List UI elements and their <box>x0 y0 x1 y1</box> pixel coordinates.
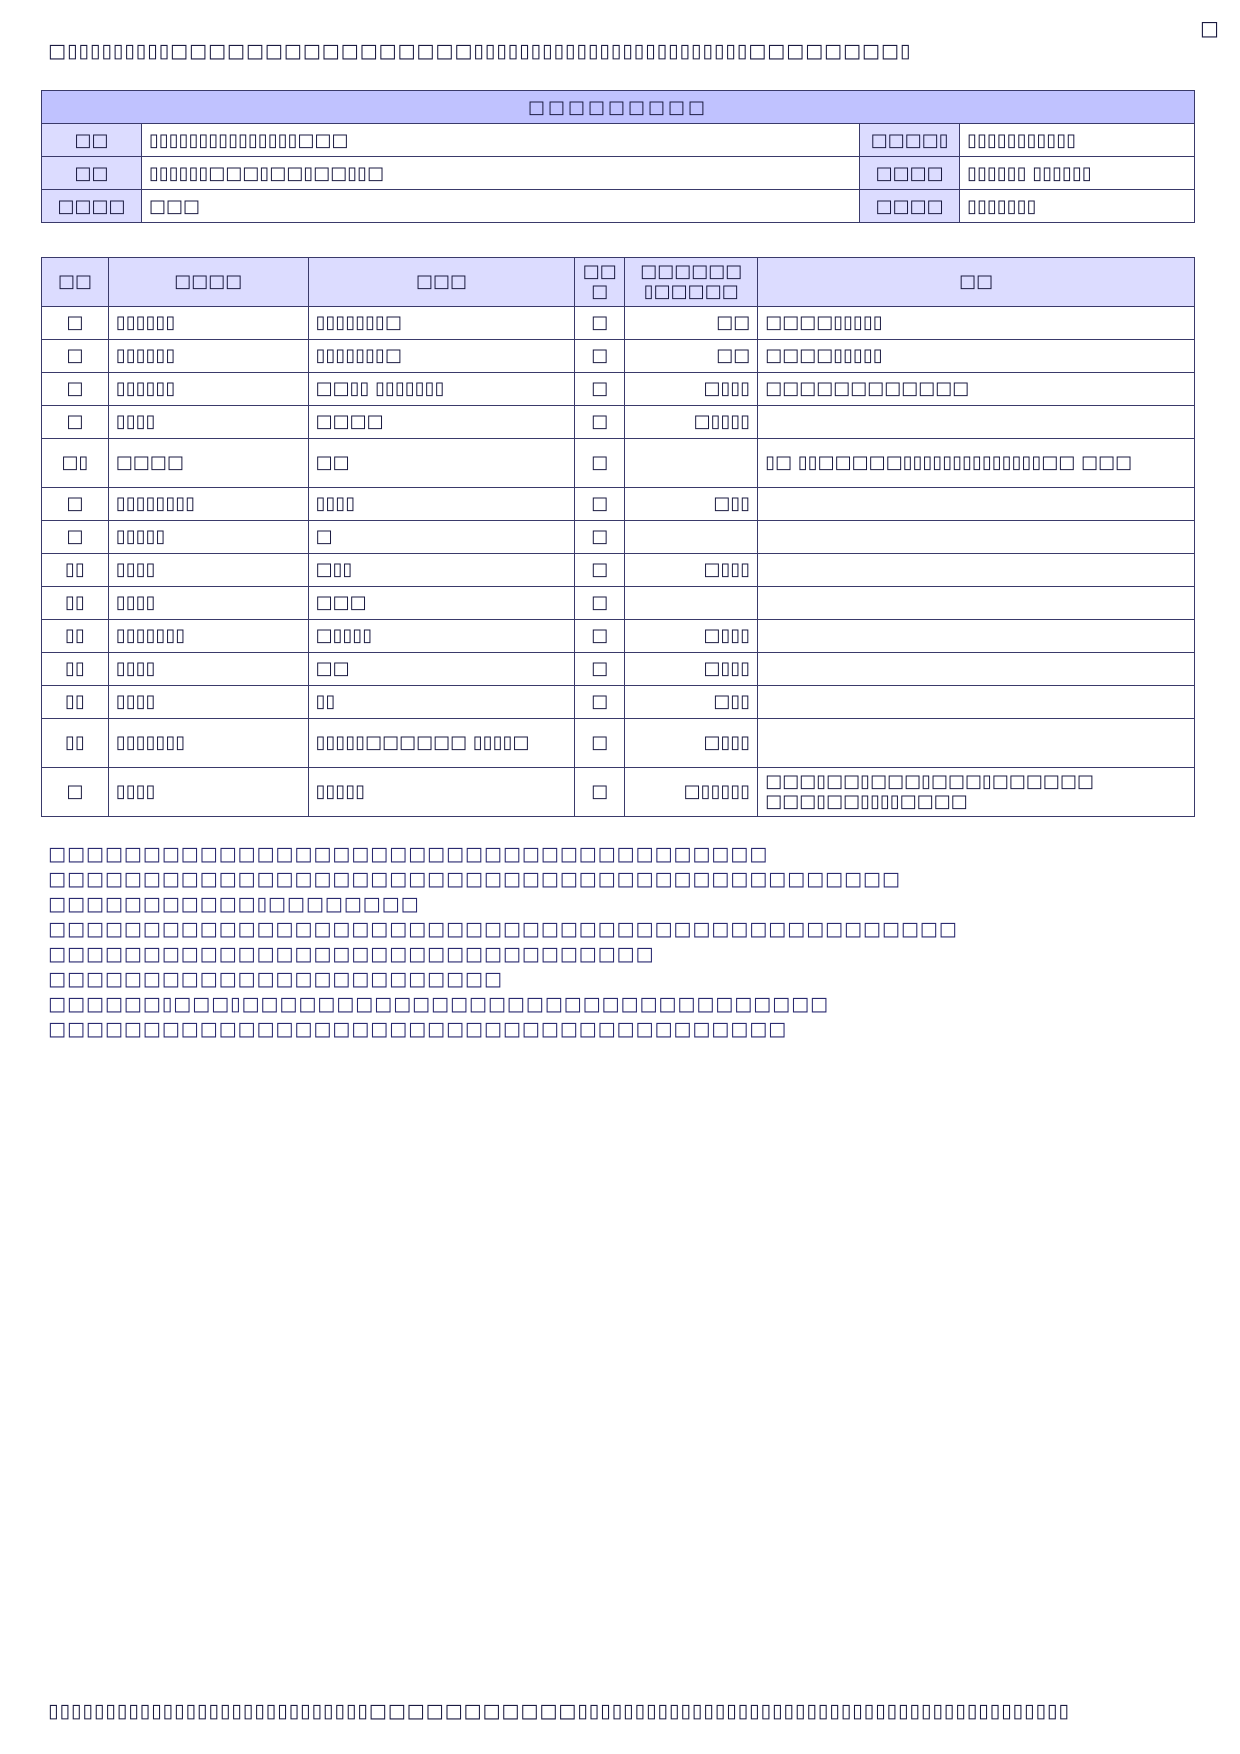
cell-no: □ <box>42 488 109 521</box>
cell-no: ▯▯ <box>42 686 109 719</box>
cell-unit: □ <box>575 587 625 620</box>
cell-note: □□□□□□□□□□□□ <box>758 373 1195 406</box>
info-value: ▯▯▯▯▯▯ ▯▯▯▯▯▯ <box>960 157 1195 190</box>
info-value: ▯▯▯▯▯▯□□□▯□□▯□□▯▯□ <box>141 157 859 190</box>
col-header-name: □□□ <box>308 258 575 307</box>
table-row <box>42 719 1195 768</box>
cell-note <box>758 406 1195 439</box>
info-table-title: □□□□□□□□□ <box>42 91 1195 124</box>
cell-code: ▯▯▯▯▯▯▯ <box>108 719 308 768</box>
note-line: □□□□□□□□□□□□□□□□□□□□□□□□□□□□□□□□□□□□□□□□□□□□□□□□ <box>48 918 958 940</box>
cell-code: ▯▯▯▯▯ <box>108 521 308 554</box>
cell-note <box>758 620 1195 653</box>
cell-name: □□ <box>308 439 575 488</box>
cell-code: ▯▯▯▯▯▯ <box>108 307 308 340</box>
cell-code: ▯▯▯▯▯▯▯ <box>108 620 308 653</box>
cell-no: □ <box>42 307 109 340</box>
cell-name: □▯▯▯▯ <box>308 620 575 653</box>
cell-note <box>758 488 1195 521</box>
cell-name: □▯▯ <box>308 554 575 587</box>
table-row <box>42 620 1195 653</box>
info-label: □□□□▯ <box>860 124 960 157</box>
cell-price <box>625 439 758 488</box>
cell-no: ▯▯ <box>42 719 109 768</box>
cell-name: ▯▯▯▯▯▯▯□ <box>308 340 575 373</box>
cell-name: □ <box>308 521 575 554</box>
note-line: □□□□□□□□□□□□□□□□□□□□□□□□ <box>48 968 503 990</box>
cell-no: □ <box>42 373 109 406</box>
notes-block <box>48 842 1198 1042</box>
info-label: □□ <box>42 124 142 157</box>
cell-price <box>625 587 758 620</box>
cell-unit: □ <box>575 373 625 406</box>
cell-price: □▯▯▯▯ <box>625 406 758 439</box>
cell-code: □□□□ <box>108 439 308 488</box>
table-row <box>42 521 1195 554</box>
cell-note <box>758 587 1195 620</box>
table-row <box>42 406 1195 439</box>
col-header-no: □□ <box>42 258 109 307</box>
info-row <box>42 157 1195 190</box>
col-header-code: □□□□ <box>108 258 308 307</box>
table-row <box>42 340 1195 373</box>
table-row <box>42 488 1195 521</box>
cell-price: □▯▯ <box>625 686 758 719</box>
info-label: □□□□ <box>860 190 960 223</box>
document-header: □▯▯▯▯▯▯▯▯▯□□□□□□□□□□□□□□□□▯▯▯▯▯▯▯▯▯▯▯▯▯▯▯▯▯▯▯▯▯▯▯▯□□□□□□□□▯ <box>48 40 912 62</box>
cell-price: □□ <box>625 307 758 340</box>
cell-name: ▯▯▯▯▯▯▯□ <box>308 307 575 340</box>
cell-price <box>625 521 758 554</box>
cell-no: ▯▯ <box>42 587 109 620</box>
page-corner-mark: □ <box>1200 16 1219 40</box>
cell-code: ▯▯▯▯▯▯▯▯ <box>108 488 308 521</box>
cell-unit: □ <box>575 521 625 554</box>
note-line: □□□□□□□□□□□□□□□□□□□□□□□□□□□□□□□□□□□□□□□ <box>48 1018 788 1040</box>
info-label: □□□□ <box>42 190 142 223</box>
cell-code: ▯▯▯▯ <box>108 686 308 719</box>
cell-price: □▯▯▯ <box>625 719 758 768</box>
cell-unit: □ <box>575 340 625 373</box>
info-table <box>41 90 1195 223</box>
cell-code: ▯▯▯▯▯▯ <box>108 340 308 373</box>
cell-price: □▯▯ <box>625 488 758 521</box>
cell-note: □□□□▯▯▯▯▯ <box>758 307 1195 340</box>
cell-no: ▯▯ <box>42 554 109 587</box>
cell-code: ▯▯▯▯ <box>108 406 308 439</box>
table-row <box>42 307 1195 340</box>
cell-note <box>758 554 1195 587</box>
note-line: □□□□□□□□□□□□□□□□□□□□□□□□□□□□□□□□ <box>48 943 655 965</box>
table-row <box>42 554 1195 587</box>
note-line: □□□□□□▯□□□▯□□□□□□□□□□□□□□□□□□□□□□□□□□□□□□□ <box>48 993 829 1015</box>
cell-note <box>758 653 1195 686</box>
cell-note <box>758 686 1195 719</box>
cell-unit: □ <box>575 439 625 488</box>
cell-no: □▯ <box>42 439 109 488</box>
cell-unit: □ <box>575 554 625 587</box>
cell-price: □▯▯▯ <box>625 620 758 653</box>
cell-name: ▯▯▯▯▯ <box>308 768 575 817</box>
cell-name: □□▯▯ ▯▯▯▯▯▯▯ <box>308 373 575 406</box>
col-header-note: □□ <box>758 258 1195 307</box>
table-row <box>42 439 1195 488</box>
cell-name: □□□ <box>308 587 575 620</box>
cell-price: □▯▯▯▯▯ <box>625 768 758 817</box>
cell-unit: □ <box>575 488 625 521</box>
cell-code: ▯▯▯▯ <box>108 653 308 686</box>
table-row <box>42 768 1195 817</box>
document-footer: ▯▯▯▯▯▯▯▯▯▯▯▯▯▯▯▯▯▯▯▯▯▯▯▯▯▯▯▯□□□□□□□□□□□▯▯▯▯▯▯▯▯▯▯▯▯▯▯▯▯▯▯▯▯▯▯▯▯▯▯▯▯▯▯▯▯▯▯▯▯▯▯▯▯▯▯▯ <box>48 1700 1070 1722</box>
info-row <box>42 190 1195 223</box>
table-row <box>42 587 1195 620</box>
info-value: □□□ <box>141 190 859 223</box>
cell-no: ▯▯ <box>42 653 109 686</box>
cell-no: ▯▯ <box>42 620 109 653</box>
cell-price: □▯▯▯ <box>625 653 758 686</box>
cell-note: ▯□ ▯▯□□□□□▯▯▯▯▯▯▯▯▯▯▯▯▯▯□□ □□□ <box>758 439 1195 488</box>
info-row <box>42 124 1195 157</box>
info-value: ▯▯▯▯▯▯▯▯▯▯▯▯▯▯▯□□□ <box>141 124 859 157</box>
table-row <box>42 686 1195 719</box>
cell-unit: □ <box>575 686 625 719</box>
note-line: □□□□□□□□□□□□□□□□□□□□□□□□□□□□□□□□□□□□□□ <box>48 843 769 865</box>
cell-note <box>758 521 1195 554</box>
cell-price: □▯▯▯ <box>625 554 758 587</box>
cell-note <box>758 719 1195 768</box>
cell-unit: □ <box>575 653 625 686</box>
cell-no: □ <box>42 521 109 554</box>
info-value: ▯▯▯▯▯▯▯▯▯▯▯ <box>960 124 1195 157</box>
info-label: □□□□ <box>860 157 960 190</box>
items-header-row <box>42 258 1195 307</box>
note-line: □□□□□□□□□□□▯□□□□□□□□ <box>48 893 420 915</box>
cell-unit: □ <box>575 307 625 340</box>
cell-name: □□ <box>308 653 575 686</box>
cell-name: □□□□ <box>308 406 575 439</box>
items-table <box>41 257 1195 817</box>
cell-unit: □ <box>575 768 625 817</box>
cell-price: □□ <box>625 340 758 373</box>
cell-unit: □ <box>575 719 625 768</box>
cell-no: □ <box>42 768 109 817</box>
cell-price: □▯▯▯ <box>625 373 758 406</box>
cell-note: □□□□▯▯▯▯▯ <box>758 340 1195 373</box>
cell-name: ▯▯▯▯ <box>308 488 575 521</box>
cell-note: □□□▯□□▯□□□▯□□□▯□□□□□□ □□□▯□□▯▯▯▯□□□□ <box>758 768 1195 817</box>
info-label: □□ <box>42 157 142 190</box>
cell-no: □ <box>42 406 109 439</box>
info-value: ▯▯▯▯▯▯▯ <box>960 190 1195 223</box>
cell-name: ▯▯▯▯▯□□□□□□ ▯▯▯▯□ <box>308 719 575 768</box>
cell-code: ▯▯▯▯▯▯ <box>108 373 308 406</box>
col-header-unit: □□ □ <box>575 258 625 307</box>
cell-name: ▯▯ <box>308 686 575 719</box>
table-row <box>42 373 1195 406</box>
note-line: □□□□□□□□□□□□□□□□□□□□□□□□□□□□□□□□□□□□□□□□□□□□□ <box>48 868 901 890</box>
cell-code: ▯▯▯▯ <box>108 587 308 620</box>
cell-no: □ <box>42 340 109 373</box>
cell-code: ▯▯▯▯ <box>108 554 308 587</box>
cell-code: ▯▯▯▯ <box>108 768 308 817</box>
table-row <box>42 653 1195 686</box>
cell-unit: □ <box>575 406 625 439</box>
col-header-price: □□□□□□ ▯□□□□□ <box>625 258 758 307</box>
cell-unit: □ <box>575 620 625 653</box>
